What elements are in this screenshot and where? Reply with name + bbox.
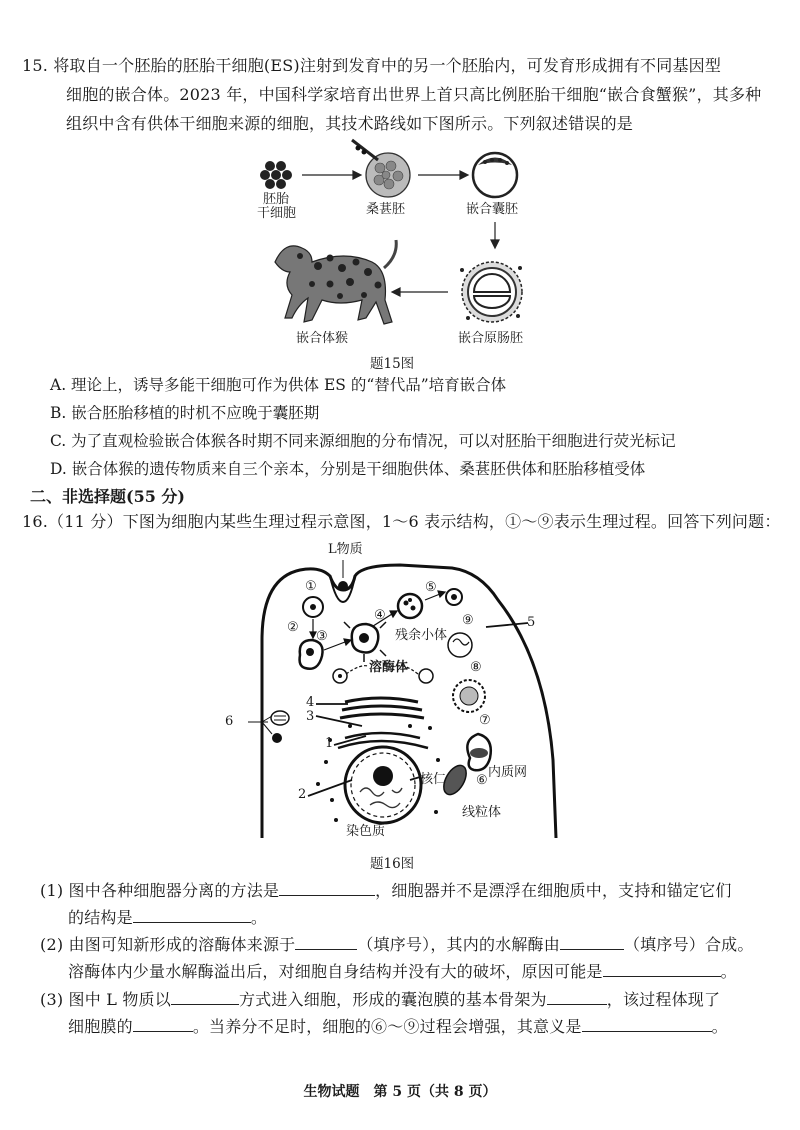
- q16-sub3-line-2: [68, 1015, 728, 1038]
- q16-sub3-text-f: 。: [711, 1017, 728, 1036]
- figure-16-caption: 题16图: [370, 856, 415, 872]
- q16-sub2-text-a: (2) 由图可知新形成的溶酶体来源于: [40, 935, 296, 954]
- process-7-label: ⑦: [479, 713, 491, 728]
- answer-blank-4[interactable]: [560, 933, 624, 950]
- structure-6-icon: [248, 711, 289, 743]
- residual-body-label: 残余小体: [395, 628, 448, 643]
- nucleolus-label: 核仁: [420, 772, 447, 787]
- q16-sub1-text-a: (1) 图中各种细胞器分离的方法是: [40, 881, 280, 900]
- q15-option-c: C. 为了直观检验嵌合体猴各时期不同来源细胞的分布情况，可以对胚胎干细胞进行荧光标记: [50, 432, 676, 450]
- q15-stem-line-2: 细胞的嵌合体。2023 年，中国科学家培育出世界上首只高比例胚胎干细胞“嵌合食蟹猴”，其多种: [66, 85, 762, 104]
- q15-option-b: B. 嵌合胚胎移植的时机不应晚于囊胚期: [50, 404, 320, 422]
- q16-sub3-line-1: [40, 988, 720, 1011]
- q16-sub1-text-c: 的结构是: [68, 908, 133, 927]
- answer-blank-6[interactable]: [171, 988, 239, 1005]
- blastocyst-label: 嵌合囊胚: [466, 202, 519, 217]
- chromatin-label: 染色质: [346, 824, 386, 839]
- process-4-label: ④: [374, 608, 386, 623]
- structure-4-label: 4: [306, 695, 315, 710]
- process-2-label: ②: [287, 620, 299, 635]
- answer-blank-3[interactable]: [295, 933, 357, 950]
- q16-sub3-text-a: (3) 图中 L 物质以: [40, 990, 171, 1009]
- morula-label: 桑葚胚: [366, 202, 406, 217]
- q16-sub3-text-d: 细胞膜的: [68, 1017, 133, 1036]
- figure-15-caption: 题15图: [370, 356, 415, 372]
- q16-sub1-text-d: 。: [250, 908, 268, 927]
- answer-blank-7[interactable]: [547, 988, 607, 1005]
- mitochondrion-label: 线粒体: [462, 805, 502, 820]
- process-6-label: ⑥: [476, 773, 488, 788]
- process-9-label: ⑨: [462, 613, 474, 628]
- structure-2-label: 2: [298, 787, 307, 802]
- q15-stem-line-1: 15. 将取自一个胚胎的胚胎干细胞(ES)注射到发育中的另一个胚胎内，可发育形成拥有不同基因型: [22, 56, 722, 75]
- lysosome-label: 溶酶体: [369, 660, 409, 675]
- q16-sub1-line-2: [68, 906, 267, 929]
- process-1-label: ①: [305, 579, 317, 594]
- q16-sub2-line-2: [68, 960, 737, 983]
- process-8-label: ⑧: [470, 660, 482, 675]
- q16-sub2-text-c: （填序号）合成。: [623, 935, 754, 954]
- es-label-line-2: 干细胞: [257, 206, 297, 221]
- structure-3-label: 3: [306, 709, 315, 724]
- gastrula-label: 嵌合原肠胚: [458, 331, 524, 346]
- es-label-line-1: 胚胎: [263, 192, 290, 207]
- q16-sub3-text-e: 。当养分不足时，细胞的⑥～⑨过程会增强，其意义是: [192, 1017, 582, 1036]
- golgi-apparatus: [340, 698, 424, 718]
- answer-blank-1[interactable]: [279, 879, 375, 896]
- answer-blank-5[interactable]: [603, 960, 721, 977]
- er-label: 内质网: [488, 765, 528, 780]
- q16-sub3-text-c: ，该过程体现了: [606, 990, 721, 1009]
- structure-5-label: 5: [527, 615, 536, 630]
- answer-blank-9[interactable]: [582, 1015, 712, 1032]
- section-2-heading: 二、非选择题(55 分): [30, 487, 185, 506]
- structure-1-label: 1: [325, 736, 334, 751]
- q15-stem-line-3: 组织中含有供体干细胞来源的细胞，其技术路线如下图所示。下列叙述错误的是: [66, 114, 634, 133]
- answer-blank-2[interactable]: [133, 906, 251, 923]
- page-footer: 生物试题 第 5 页（共 8 页）: [303, 1084, 497, 1100]
- q16-sub2-text-d: 溶酶体内少量水解酶溢出后，对细胞自身结构并没有大的破坏，原因可能是: [68, 962, 603, 981]
- q16-sub3-text-b: 方式进入细胞，形成的囊泡膜的基本骨架为: [238, 990, 547, 1009]
- q16-sub2-line-1: [40, 933, 754, 956]
- nucleolus-shape: [373, 766, 393, 786]
- l-substance-label: L物质: [328, 542, 363, 557]
- answer-blank-8[interactable]: [133, 1015, 193, 1032]
- q16-sub1-text-b: ，细胞器并不是漂浮在细胞质中，支持和锚定它们: [375, 881, 732, 900]
- q16-sub1-line-1: [40, 879, 732, 902]
- q16-sub2-text-e: 。: [720, 962, 737, 981]
- q15-option-a: A. 理论上，诱导多能干细胞可作为供体 ES 的“替代品”培育嵌合体: [50, 376, 507, 394]
- q16-stem: 16.（11 分）下图为细胞内某些生理过程示意图，1～6 表示结构，①～⑨表示生理过程。回答下列问题：: [22, 512, 781, 531]
- q15-option-d: D. 嵌合体猴的遗传物质来自三个亲本，分别是干细胞供体、桑葚胚供体和胚胎移植受体: [50, 460, 646, 478]
- process-5-label: ⑤: [425, 580, 437, 595]
- q16-sub2-text-b: （填序号），其内的水解酶由: [357, 935, 560, 954]
- structure-6-label: 6: [225, 714, 234, 729]
- monkey-label: 嵌合体猴: [296, 331, 349, 346]
- process-3-label: ③: [316, 629, 328, 644]
